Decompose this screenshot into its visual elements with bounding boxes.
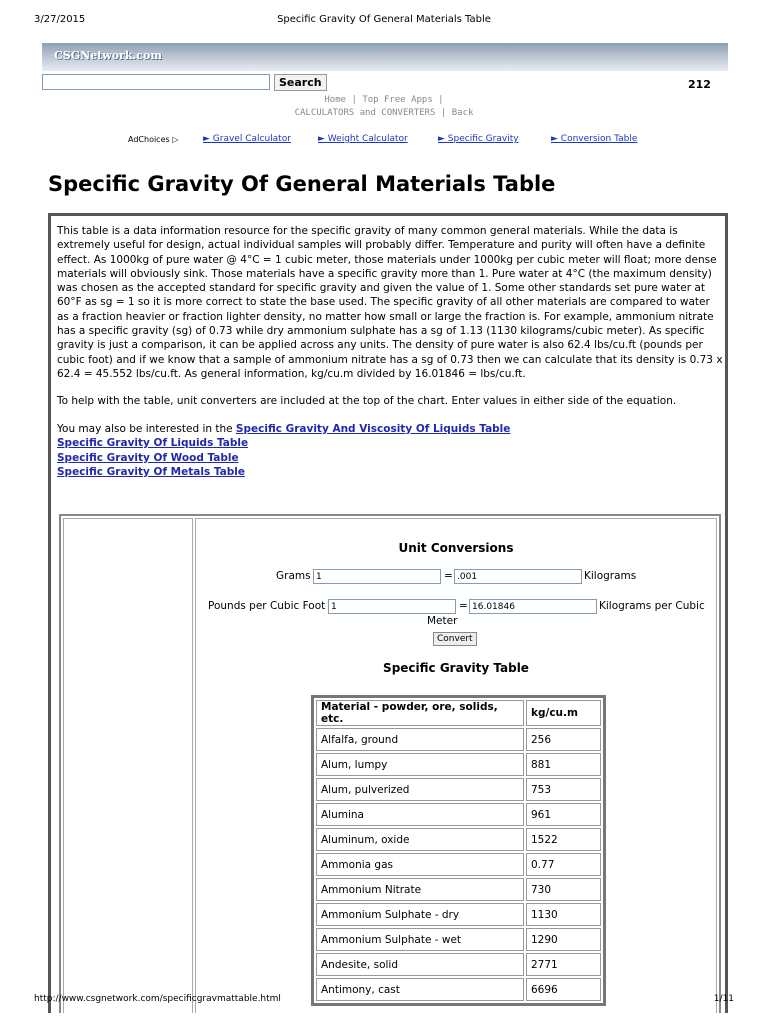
density-cell: 1130 (526, 903, 601, 926)
equals-sign: = (459, 600, 468, 612)
material-cell: Aluminum, oxide (316, 828, 524, 851)
converter-row-grams (196, 569, 716, 589)
link-liquids-table[interactable]: Specific Gravity Of Liquids Table (57, 437, 249, 450)
material-cell: Alfalfa, ground (316, 728, 524, 751)
density-cell: 1290 (526, 928, 601, 951)
table-row (316, 928, 601, 951)
interest-prefix: You may also be interested in the (57, 422, 236, 435)
material-cell: Ammonia gas (316, 853, 524, 876)
kgm3-label: Kilograms per Cubic (599, 600, 705, 612)
table-row (316, 978, 601, 1001)
table-header-row (316, 700, 601, 726)
unit-conversions-title: Unit Conversions (398, 541, 514, 555)
search-input[interactable] (42, 74, 270, 90)
print-date: 3/27/2015 (34, 14, 86, 25)
left-cell (63, 518, 193, 1013)
kgm3-label-cont: Meter (427, 615, 458, 627)
density-cell: 753 (526, 778, 601, 801)
kgm3-input[interactable] (469, 599, 597, 614)
specific-gravity-table-title: Specific Gravity Table (383, 661, 529, 675)
ad-link-weight-calculator[interactable]: ► Weight Calculator (318, 134, 408, 144)
density-cell: 1522 (526, 828, 601, 851)
kilograms-input[interactable] (454, 569, 582, 584)
density-cell: 961 (526, 803, 601, 826)
material-cell: Andesite, solid (316, 953, 524, 976)
main-cell (195, 518, 717, 1013)
ad-link-gravel-calculator[interactable]: ► Gravel Calculator (203, 134, 291, 144)
density-cell: 6696 (526, 978, 601, 1001)
adchoices-label[interactable]: AdChoices ▷ (128, 135, 179, 144)
intro-section (57, 224, 723, 480)
site-logo[interactable]: CSGNetwork.com (54, 49, 162, 62)
page-title: Specific Gravity Of General Materials Table (48, 172, 556, 196)
nav-line-1[interactable]: Home | Top Free Apps | (324, 95, 444, 105)
related-links (57, 422, 723, 480)
equals-sign: = (444, 570, 453, 582)
pcf-input[interactable] (328, 599, 456, 614)
print-url: http://www.csgnetwork.com/specificgravmattable.html (34, 994, 281, 1004)
column-header-density: kg/cu.m (526, 700, 601, 726)
material-cell: Alum, lumpy (316, 753, 524, 776)
pcf-label: Pounds per Cubic Foot (208, 600, 326, 612)
table-row (316, 903, 601, 926)
material-cell: Ammonium Nitrate (316, 878, 524, 901)
intro-paragraph-2: To help with the table, unit converters are included at the top of the chart. Enter values in either side of the equation. (57, 395, 677, 408)
visitor-counter: 212 (688, 78, 711, 91)
table-row (316, 753, 601, 776)
density-cell: 0.77 (526, 853, 601, 876)
material-cell: Ammonium Sulphate - dry (316, 903, 524, 926)
table-row (316, 878, 601, 901)
material-cell: Ammonium Sulphate - wet (316, 928, 524, 951)
material-cell: Alumina (316, 803, 524, 826)
material-cell: Antimony, cast (316, 978, 524, 1001)
kilograms-label: Kilograms (584, 570, 637, 582)
table-row (316, 803, 601, 826)
specific-gravity-table (311, 695, 606, 1006)
link-metals-table[interactable]: Specific Gravity Of Metals Table (57, 466, 245, 479)
table-row (316, 953, 601, 976)
converter-frame (59, 514, 721, 1013)
print-page-number: 1/11 (713, 994, 734, 1004)
link-viscosity-liquids-table[interactable]: Specific Gravity And Viscosity Of Liquids Table (235, 422, 511, 435)
density-cell: 881 (526, 753, 601, 776)
table-row (316, 828, 601, 851)
top-navigation (0, 94, 768, 120)
material-cell: Alum, pulverized (316, 778, 524, 801)
print-title: Specific Gravity Of General Materials Table (277, 14, 491, 25)
site-banner (42, 43, 728, 71)
column-header-material: Material - powder, ore, solids, etc. (316, 700, 524, 726)
grams-label: Grams (276, 570, 311, 582)
density-cell: 256 (526, 728, 601, 751)
ad-link-conversion-table[interactable]: ► Conversion Table (551, 134, 638, 144)
intro-paragraph: This table is a data information resource for the specific gravity of many common general materials. While the data is extremely useful for design, actual individual samples will probably differ. Temperature and purity will often have a definite effect. As 1000kg of pure water @ 4°C = 1 cubic meter, those materials under 1000kg per cubic meter will float; more dense materials will obviously sink. Those materials have a specific gravity more than 1. Pure water at 4°C (the maximum density) was chosen as the accepted standard for specific gravity and given the value of 1. Some other standards set pure water at 60°F as sg = 1 so it is more correct to state the base used. The specific gravity of all other materials are compared to water as a fraction heavier or fraction lighter density, no matter how small or large the fraction is. For example, ammonium nitrate has a specific gravity (sg) of 0.73 while dry ammonium sulphate has a sg of 1.13 (1130 kilograms/cubic meter). As specific gravity is just a comparison, it can be applied across any units. The density of pure water is also 62.4 lbs/cu.ft (pounds per cubic foot) and if we know that a sample of ammonium nitrate has a sg of 0.73 then we can calculate that its density is 0.73 x 62.4 = 45.552 lbs/cu.ft. As general information, kg/cu.m divided by 16.01846 = lbs/cu.ft. (57, 225, 723, 380)
table-row (316, 778, 601, 801)
table-row (316, 728, 601, 751)
search-button[interactable]: Search (274, 74, 327, 91)
grams-input[interactable] (313, 569, 441, 584)
table-row (316, 853, 601, 876)
density-cell: 2771 (526, 953, 601, 976)
convert-button[interactable]: Convert (433, 632, 477, 646)
converter-row-density (196, 599, 716, 631)
interest-line (57, 422, 723, 437)
density-cell: 730 (526, 878, 601, 901)
ad-link-specific-gravity[interactable]: ► Specific Gravity (438, 134, 519, 144)
link-wood-table[interactable]: Specific Gravity Of Wood Table (57, 451, 239, 464)
nav-line-2[interactable]: CALCULATORS and CONVERTERS | Back (294, 108, 474, 118)
content-frame (48, 213, 728, 1013)
